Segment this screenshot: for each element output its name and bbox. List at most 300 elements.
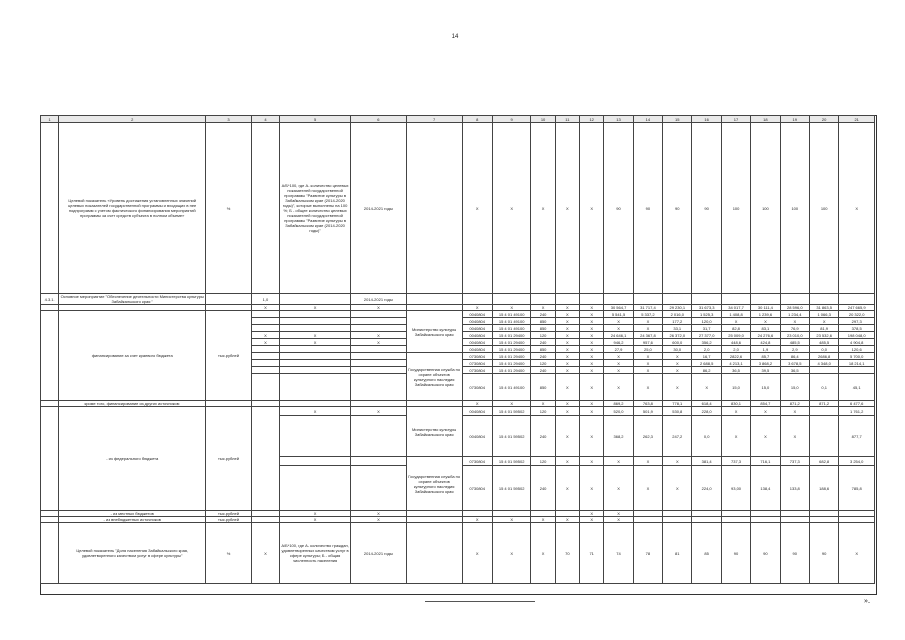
organization-cell: Государственная служба по охране объектов культурного наследия Забайкальского края [406,353,462,401]
value-cell: 86,2 [692,367,721,374]
value-cell: 33,1 [663,325,692,332]
value-cell: 15 4 01 29400 [492,353,531,360]
value-cell: X [604,353,633,360]
value-cell: 0040804 [462,416,492,457]
value-cell: 0730804 [462,466,492,511]
value-cell: 30,0 [663,346,692,353]
value-cell: 24 367,8 [633,332,662,339]
empty-cell [555,294,579,305]
value-cell: 90 [809,523,838,584]
value-cell: X [555,517,579,523]
value-cell: 448,6 [721,339,750,346]
header-row [41,116,875,123]
value-cell: 31,7 [692,325,721,332]
page-number: 14 [451,34,459,40]
value-cell: 485,5 [809,339,838,346]
value-cell: 1 066,3 [809,311,838,318]
column-number: 1 [41,116,59,123]
empty-cell [663,294,692,305]
value-cell: X [351,332,407,339]
value-cell: 2 016,0 [663,311,692,318]
value-cell: X [633,457,662,466]
empty-cell [251,360,279,367]
empty-cell [280,466,351,511]
value-cell: 15,0 [721,374,750,401]
value-cell: X [580,511,604,517]
value-cell: X [663,374,692,401]
value-cell: 15,0 [751,374,780,401]
value-cell: 83,1 [751,325,780,332]
value-cell: X [555,332,579,339]
budget-row [41,311,875,318]
value-cell: X [462,517,492,523]
empty-cell [751,294,780,305]
indicator-text: Целевой показатель «Уровень достижения установленных значений целевых показателей государственной программы и входящих в нее подпрограмм с учетом фактического финансирования мероприятий программы за счет средств субъекта в полном объеме» [59,123,206,294]
value-cell: 25,0 [633,346,662,353]
value-cell: 15 4 01 59502 [492,416,531,457]
value-cell: X [251,523,279,584]
value-cell: 2,9 [780,346,809,353]
empty-cell [692,294,721,305]
value-cell: X [280,511,351,517]
value-cell [839,367,875,374]
value-cell: 18 214,1 [839,360,875,367]
value-cell: 27,9 [604,346,633,353]
value-cell: 90 [604,123,633,294]
value-cell: X [580,353,604,360]
value-cell: 737,3 [721,457,750,466]
column-number: 4 [251,116,279,123]
column-number: 6 [351,116,407,123]
empty-cell [280,353,351,360]
column-number: 16 [692,116,721,123]
value-cell: X [604,318,633,325]
unit-cell: % [206,123,252,294]
value-cell: 15 4 01 29400 [492,367,531,374]
value-cell: 20 322,0 [839,311,875,318]
value-cell: X [580,374,604,401]
value-cell: X [580,325,604,332]
value-cell: X [580,360,604,367]
value-cell: X [531,523,555,584]
value-cell: 120 [531,332,555,339]
value-cell: X [780,407,809,416]
empty-cell [280,346,351,353]
empty-cell [351,318,407,325]
empty-cell [251,311,279,318]
empty-cell [280,416,351,457]
value-cell: X [633,374,662,401]
value-cell: 30 564,7 [604,305,633,311]
value-cell: X [462,123,492,294]
empty-cell [251,325,279,332]
value-cell: 15 4 01 59502 [492,457,531,466]
value-cell: 600,0 [663,339,692,346]
value-cell: 36,5 [780,367,809,374]
period-cell: 2014-2021 годы [351,123,407,294]
value-cell: 27 377,0 [692,332,721,339]
value-cell: X [580,311,604,318]
value-cell: 946,2 [604,339,633,346]
value-cell: 0730804 [462,374,492,401]
value-cell: 24 276,6 [751,332,780,339]
value-cell: 25 009,0 [721,332,750,339]
value-cell: 23 532,6 [809,332,838,339]
value-cell: 240 [531,353,555,360]
value-cell: 520,0 [604,407,633,416]
value-cell: 830,1 [721,401,750,407]
value-cell: X [492,123,531,294]
empty-cell [604,294,633,305]
value-cell: 28 596,0 [780,305,809,311]
unit-cell: тыс.рублей [206,311,252,401]
value-cell: 2822,6 [721,353,750,360]
value-cell: 15 4 01 29400 [492,339,531,346]
value-cell: 240 [531,367,555,374]
empty-cell [633,294,662,305]
value-cell: 188,6 [809,466,838,511]
value-cell: X [555,416,579,457]
value-cell: 16,7 [692,353,721,360]
column-number: 8 [462,116,492,123]
empty-cell [206,294,252,305]
empty-cell [351,353,407,360]
value-cell: 716,1 [751,457,780,466]
value-cell: X [780,416,809,457]
value-cell: 31 863,5 [809,305,838,311]
empty-cell [251,346,279,353]
empty-cell [280,294,351,305]
value-cell: 4 904,8 [839,339,875,346]
formula-text: A/Б*100, где А- количество целевых показателей государственной программы "Развитие культуры в Забайкальском крае (2014-2020 годы)", которые выполнены на 100 %; Б - общее количество целевых показателей государственной программы "Развитие культуры в Забайкальском крае (2014-2020 годы)" [280,123,351,294]
value-cell: 0040804 [462,318,492,325]
value-cell: 0040804 [462,407,492,416]
value-cell: 262,3 [633,416,662,457]
value-cell: X [663,466,692,511]
value-cell: 90 [780,523,809,584]
local-label: - из местных бюджетов [59,511,206,517]
column-number: 3 [206,116,252,123]
nonbudget-label: - из внебюджетных источников [59,517,206,523]
value-cell: 71 [580,523,604,584]
item-number: 4.3.1. [41,294,59,305]
value-cell: 0730804 [462,360,492,367]
formula-text: A/Б*100, где А- количество граждан, удовлетворенных качеством услуг в сфере культуры; Б - общая численность населения [280,523,351,584]
value-cell: X [580,517,604,523]
value-cell: 198 048,0 [839,332,875,339]
value-cell: X [555,374,579,401]
value-cell: X [462,523,492,584]
value-cell: X [721,407,750,416]
value-cell: X [633,466,662,511]
value-cell: 1 239,6 [751,311,780,318]
value-cell: X [604,367,633,374]
value-cell: 877,7 [839,416,875,457]
empty-cell [41,407,59,511]
value-cell: X [555,339,579,346]
value-cell: X [751,407,780,416]
value-cell: 85,7 [751,353,780,360]
organization-cell: Государственная служба по охране объектов культурного наследия Забайкальского края [406,457,462,511]
value-cell: X [492,401,531,407]
value-cell: X [280,332,351,339]
value-cell: 240 [531,466,555,511]
value-cell: 2 688,5 [692,360,721,367]
value-cell: 224,0 [692,466,721,511]
column-number: 19 [780,116,809,123]
value-cell: X [351,517,407,523]
value-cell: X [604,374,633,401]
value-cell: 2,0 [692,346,721,353]
value-cell: X [492,523,531,584]
value-cell: 15 4 01 49100 [492,311,531,318]
value-cell: 1,0 [251,294,279,305]
value-cell: 297,3 [839,318,875,325]
value-cell: X [280,407,351,416]
value-cell: X [604,511,633,517]
value-cell: X [555,401,579,407]
value-cell: 29 230,1 [663,305,692,311]
value-cell: 78 [633,523,662,584]
value-cell: 228,0 [692,407,721,416]
empty-cell [406,123,462,294]
value-cell: X [555,123,579,294]
value-cell: 120 [531,407,555,416]
value-cell: X [663,457,692,466]
value-cell: 850 [531,318,555,325]
value-cell: 530,8 [663,407,692,416]
value-cell: 120 [531,457,555,466]
value-cell: 381,4 [692,457,721,466]
value-cell: 5 337,2 [633,311,662,318]
period-cell: 2014-2021 годы [351,294,407,305]
empty-cell [251,123,279,294]
unit-cell: тыс.рублей [206,511,252,517]
empty-cell [351,311,407,318]
value-cell: X [633,353,662,360]
value-cell: 100 [751,123,780,294]
column-number: 17 [721,116,750,123]
empty-cell [351,374,407,401]
value-cell: 0,1 [809,374,838,401]
value-cell: 15 4 01 49100 [492,325,531,332]
value-cell: 424,8 [751,339,780,346]
column-number: 10 [531,116,555,123]
value-cell: X [555,318,579,325]
value-cell: 0040804 [462,325,492,332]
value-cell: 39,5 [751,367,780,374]
value-cell: 74 [604,523,633,584]
period-cell: 2014-2021 годы [351,523,407,584]
empty-cell [531,294,555,305]
value-cell: 869,2 [604,401,633,407]
value-cell: 0040804 [462,339,492,346]
value-cell: X [604,457,633,466]
value-cell [809,407,838,416]
value-cell: 24 646,1 [604,332,633,339]
value-cell: 70 [555,523,579,584]
empty-cell [41,123,59,294]
value-cell: 34 017,7 [721,305,750,311]
value-cell: X [555,407,579,416]
empty-cell [492,294,531,305]
value-cell: 682,8 [809,457,838,466]
value-cell: 6 477,6 [839,401,875,407]
value-cell: 120,6 [839,346,875,353]
value-cell: X [555,353,579,360]
value-cell: 3 254,0 [839,457,875,466]
value-cell: 45,1 [839,374,875,401]
value-cell: X [580,416,604,457]
empty-cell [351,416,407,457]
value-cell: X [580,318,604,325]
value-cell: X [555,367,579,374]
empty-cell [280,360,351,367]
value-cell: 90 [692,123,721,294]
value-cell: 240 [531,416,555,457]
unit-cell: тыс.рублей [206,517,252,523]
value-cell: X [555,311,579,318]
value-cell: 485,5 [780,339,809,346]
value-cell: 120,0 [692,318,721,325]
empty-cell [251,374,279,401]
value-cell: 4 348,0 [809,360,838,367]
value-cell: 90 [663,123,692,294]
value-cell: X [555,305,579,311]
empty-cell [351,466,407,511]
empty-cell [351,325,407,332]
value-cell: X [280,517,351,523]
value-cell: 240 [531,339,555,346]
value-cell: 850 [531,325,555,332]
value-cell: X [604,466,633,511]
empty-cell [251,318,279,325]
value-cell: 36,5 [721,367,750,374]
indicator-row [41,523,875,584]
value-cell: 85 [692,523,721,584]
value-cell: X [721,318,750,325]
activity-row [41,294,875,305]
value-cell: X [531,123,555,294]
value-cell [809,416,838,457]
value-cell: X [555,346,579,353]
value-cell: X [492,517,531,523]
value-cell: X [555,325,579,332]
empty-cell [41,523,59,584]
value-cell: X [531,401,555,407]
value-cell: X [580,407,604,416]
value-cell: X [531,305,555,311]
value-cell: 850 [531,374,555,401]
empty-cell [280,318,351,325]
value-cell: 177,2 [663,318,692,325]
value-cell: 247 665,9 [839,305,875,311]
value-cell: X [492,305,531,311]
value-cell: 26 372,0 [663,332,692,339]
value-cell: X [580,346,604,353]
empty-cell [780,294,809,305]
value-cell: X [839,123,875,294]
column-number: 18 [751,116,780,123]
empty-cell [251,367,279,374]
value-cell: 0730804 [462,457,492,466]
value-cell: X [280,305,351,311]
empty-cell [280,325,351,332]
value-cell: 871,2 [780,401,809,407]
empty-cell [351,360,407,367]
value-cell: 737,3 [780,457,809,466]
value-cell: 5 700,0 [839,353,875,360]
value-cell: X [462,401,492,407]
value-cell: 850 [531,346,555,353]
value-cell: 1 234,4 [780,311,809,318]
empty-cell [280,367,351,374]
value-cell: X [751,318,780,325]
value-cell: 90 [721,523,750,584]
value-cell: X [692,374,721,401]
value-cell: 0,0 [809,346,838,353]
value-cell: X [633,367,662,374]
value-cell: X [721,416,750,457]
value-cell: 15 4 01 59502 [492,466,531,511]
value-cell: 100 [780,123,809,294]
value-cell: 15 4 01 49100 [492,318,531,325]
value-cell: 247,2 [663,416,692,457]
value-cell: X [809,318,838,325]
column-number: 5 [280,116,351,123]
value-cell: 86,4 [780,353,809,360]
value-cell: 0,0 [692,416,721,457]
value-cell: 618,4 [692,401,721,407]
value-cell: 957,6 [633,339,662,346]
value-cell [809,367,838,374]
value-cell: X [351,407,407,416]
federal-label: - из федерального бюджета [59,407,206,511]
empty-cell [41,311,59,401]
value-cell: 1 525,3 [692,311,721,318]
value-cell: X [633,318,662,325]
organization-cell: Министерство культуры Забайкальского края [406,311,462,353]
value-cell: 368,2 [604,416,633,457]
empty-cell [462,294,492,305]
column-number: 9 [492,116,531,123]
empty-cell [839,294,875,305]
value-cell: 871,2 [809,401,838,407]
unit-cell: тыс.рублей [206,407,252,511]
value-cell: 3 678,5 [780,360,809,367]
empty-cell [351,346,407,353]
value-cell: X [580,123,604,294]
organization-cell: Министерство культуры Забайкальского края [406,407,462,457]
program-table [40,115,875,584]
column-number: 13 [604,116,633,123]
value-cell: X [280,339,351,346]
value-cell: 356,2 [692,339,721,346]
value-cell: 240 [531,311,555,318]
value-cell: 15 4 01 49100 [492,374,531,401]
value-cell: 133,8 [780,466,809,511]
value-cell: 100 [809,123,838,294]
value-cell: X [580,401,604,407]
value-cell: X [604,517,633,523]
value-cell: 100 [721,123,750,294]
indicator-row [41,123,875,294]
column-number: 7 [406,116,462,123]
value-cell: X [580,367,604,374]
value-cell: 3 868,2 [751,360,780,367]
value-cell: 31 717,4 [633,305,662,311]
empty-cell [406,294,462,305]
